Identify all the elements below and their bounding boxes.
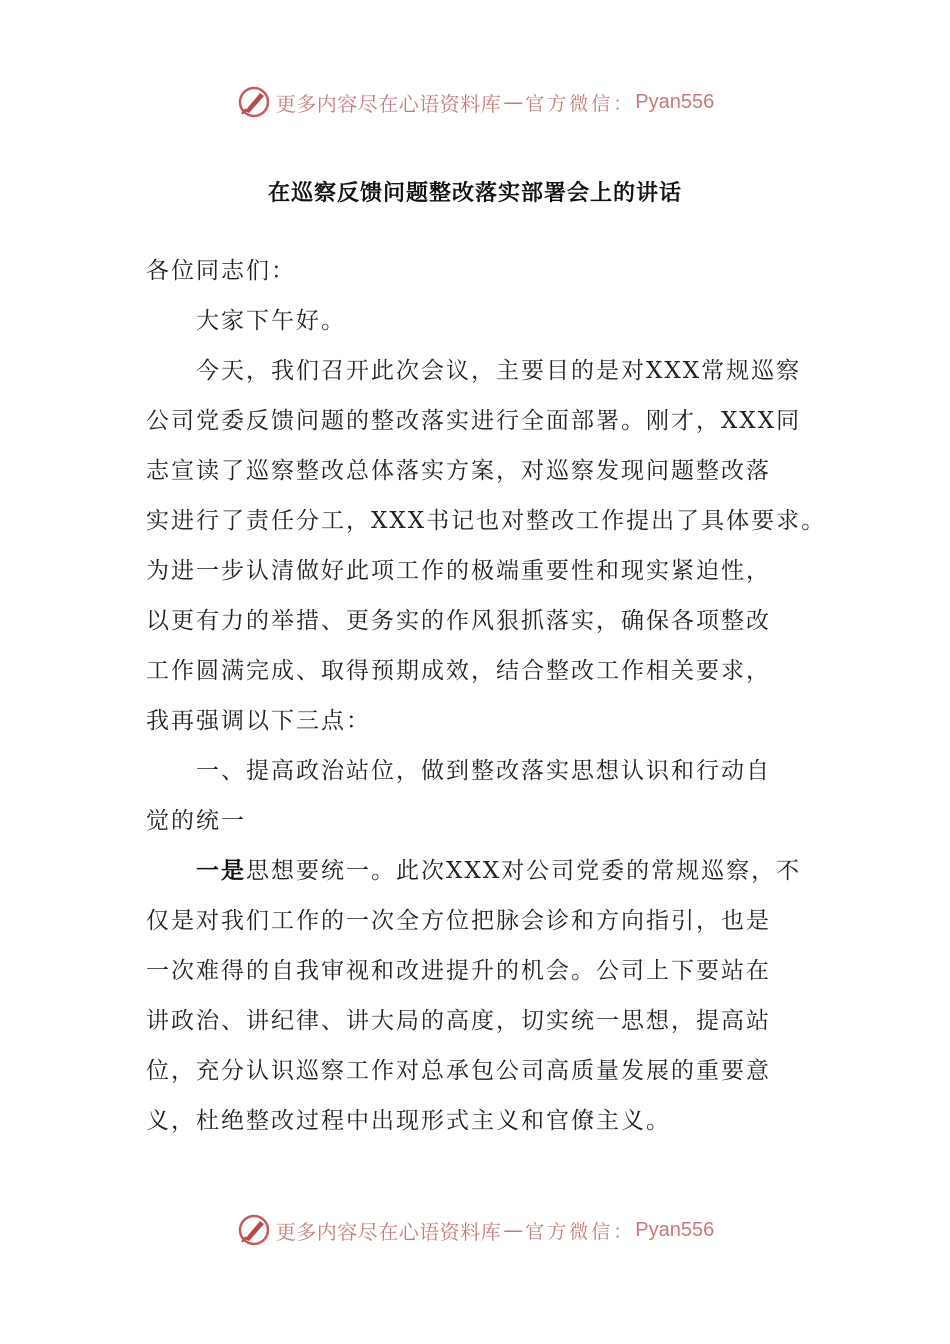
body-line: 义，杜绝整改过程中出现形式主义和官僚主义。 xyxy=(146,1108,671,1134)
watermark-site: 更多内容尽在心语资料库 xyxy=(275,91,502,116)
body-line: 一次难得的自我审视和改进提升的机会。公司上下要站在 xyxy=(146,958,771,984)
section-heading-cont: 觉的统一 xyxy=(146,808,246,834)
watermark-dash: — xyxy=(503,1218,524,1242)
point-1-text: 思想要统一。此次XXX对公司党委的常规巡察，不 xyxy=(246,858,802,884)
watermark-wechat-label: 官方微信： xyxy=(525,92,636,115)
point-1-line xyxy=(146,846,816,896)
watermark-wechat-id: Pyan556 xyxy=(635,90,715,113)
watermark-dash: — xyxy=(503,90,524,114)
watermark-footer xyxy=(0,1210,950,1250)
section-heading: 一、提高政治站位，做到整改落实思想认识和行动自 xyxy=(196,758,771,784)
body-line: 工作圆满完成、取得预期成效，结合整改工作相关要求， xyxy=(146,658,771,684)
watermark-header xyxy=(0,82,950,122)
watermark-wechat-label: 官方微信： xyxy=(525,1220,636,1243)
salutation: 各位同志们： xyxy=(146,258,296,284)
point-1-label: 一是 xyxy=(196,857,246,884)
watermark-wechat-id: Pyan556 xyxy=(635,1218,715,1241)
body-line: 公司党委反馈问题的整改落实进行全面部署。刚才，XXX同 xyxy=(146,408,802,434)
document-title: 在巡察反馈问题整改落实部署会上的讲话 xyxy=(267,181,682,206)
pen-logo-icon xyxy=(236,1212,272,1248)
body-line: 今天，我们召开此次会议，主要目的是对XXX常规巡察 xyxy=(196,358,802,384)
pen-logo-icon xyxy=(236,84,272,120)
body-line: 为进一步认清做好此项工作的极端重要性和现实紧迫性， xyxy=(146,558,771,584)
body-line: 仅是对我们工作的一次全方位把脉会诊和方向指引，也是 xyxy=(146,908,771,934)
body-line: 位，充分认识巡察工作对总承包公司高质量发展的重要意 xyxy=(146,1058,771,1084)
greeting: 大家下午好。 xyxy=(196,308,346,334)
body-line: 实进行了责任分工，XXX书记也对整改工作提出了具体要求。 xyxy=(146,508,827,534)
body-line: 讲政治、讲纪律、讲大局的高度，切实统一思想，提高站 xyxy=(146,1008,771,1034)
body-line: 志宣读了巡察整改总体落实方案，对巡察发现问题整改落 xyxy=(146,458,771,484)
document-body xyxy=(146,246,827,1146)
body-line: 我再强调以下三点： xyxy=(146,708,371,734)
watermark-site: 更多内容尽在心语资料库 xyxy=(275,1219,502,1244)
body-line: 以更有力的举措、更务实的作风狠抓落实，确保各项整改 xyxy=(146,608,771,634)
